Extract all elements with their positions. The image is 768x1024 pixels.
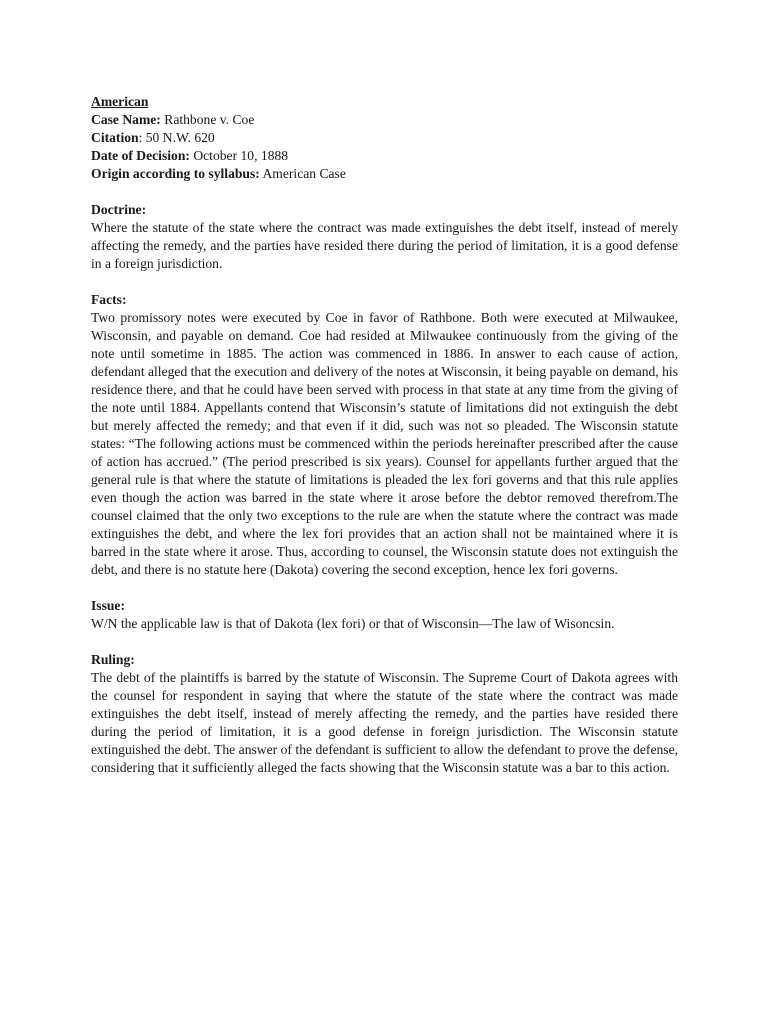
ruling-heading: Ruling: xyxy=(91,652,135,667)
document-page xyxy=(91,93,678,777)
issue-heading: Issue: xyxy=(91,598,125,613)
date-line xyxy=(91,147,678,165)
facts-heading: Facts: xyxy=(91,292,127,307)
doctrine-heading: Doctrine: xyxy=(91,202,147,217)
facts-section xyxy=(91,291,678,579)
citation-label: Citation xyxy=(91,130,139,145)
case-name-value: Rathbone v. Coe xyxy=(164,112,255,127)
citation-line xyxy=(91,129,678,147)
origin-line xyxy=(91,165,678,183)
issue-text: W/N the applicable law is that of Dakota (lex fori) or that of Wisconsin—The law of Wisoncsin. xyxy=(91,616,615,631)
case-header xyxy=(91,93,678,183)
ruling-text: The debt of the plaintiffs is barred by the statute of Wisconsin. The Supreme Court of Dakota agrees with the counsel for respondent in saying that where the statute of the state where the contract was made extinguishes the debt itself, instead of merely affecting the remedy, and the parties have resided there during the period of limitation, it is a good defense in foreign jurisdiction. The Wisconsin statute extinguished the debt. The answer of the defendant is sufficient to allow the defendant to prove the defense, considering that it sufficiently alleged the facts showing that the Wisconsin statute was a bar to this action. xyxy=(91,670,678,775)
ruling-section xyxy=(91,651,678,777)
facts-text: Two promissory notes were executed by Coe in favor of Rathbone. Both were executed at Milwaukee, Wisconsin, and payable on demand. Coe had resided at Milwaukee continuously from the giving of the note until sometime in 1885. The action was commenced in 1886. In answer to each cause of action, defendant alleged that the execution and delivery of the notes at Wisconsin, it being payable on demand, his residence there, and that he could have been served with process in that state at any time from the giving of the note until 1884. Appellants contend that Wisconsin’s statute of limitations did not extinguish the debt but merely affected the remedy; and that even if it did, such was not so pleaded. The Wisconsin statute states: “The following actions must be commenced within the periods hereinafter prescribed after the cause of action has accrued.” (The period prescribed is six years). Counsel for appellants further argued that the general rule is that where the statute of limitations is pleaded the lex fori governs and that this rule applies even though the action was barred in the state where it arose before the debtor removed therefrom.The counsel claimed that the only two exceptions to the rule are when the statute where the contract was made extinguishes the debt, and where the lex fori provides that an action shall not be maintained where it is barred in the state where it arose. Thus, according to counsel, the Wisconsin statute does not extinguish the debt, and there is no statute here (Dakota) covering the second exception, hence lex fori governs. xyxy=(91,310,678,577)
citation-value: : 50 N.W. 620 xyxy=(138,130,215,145)
doctrine-text: Where the statute of the state where the contract was made extinguishes the debt itself, instead of merely affecting the remedy, and the parties have resided there during the period of limitation, it is a good defense in a foreign jurisdiction. xyxy=(91,220,678,271)
origin-value: American Case xyxy=(262,166,346,181)
case-name-label: Case Name: xyxy=(91,112,161,127)
issue-section xyxy=(91,597,678,633)
doctrine-section xyxy=(91,201,678,273)
origin-label: Origin according to syllabus: xyxy=(91,166,260,181)
date-label: Date of Decision: xyxy=(91,148,190,163)
case-name-line xyxy=(91,111,678,129)
date-value: October 10, 1888 xyxy=(193,148,289,163)
case-category: American xyxy=(91,94,149,109)
